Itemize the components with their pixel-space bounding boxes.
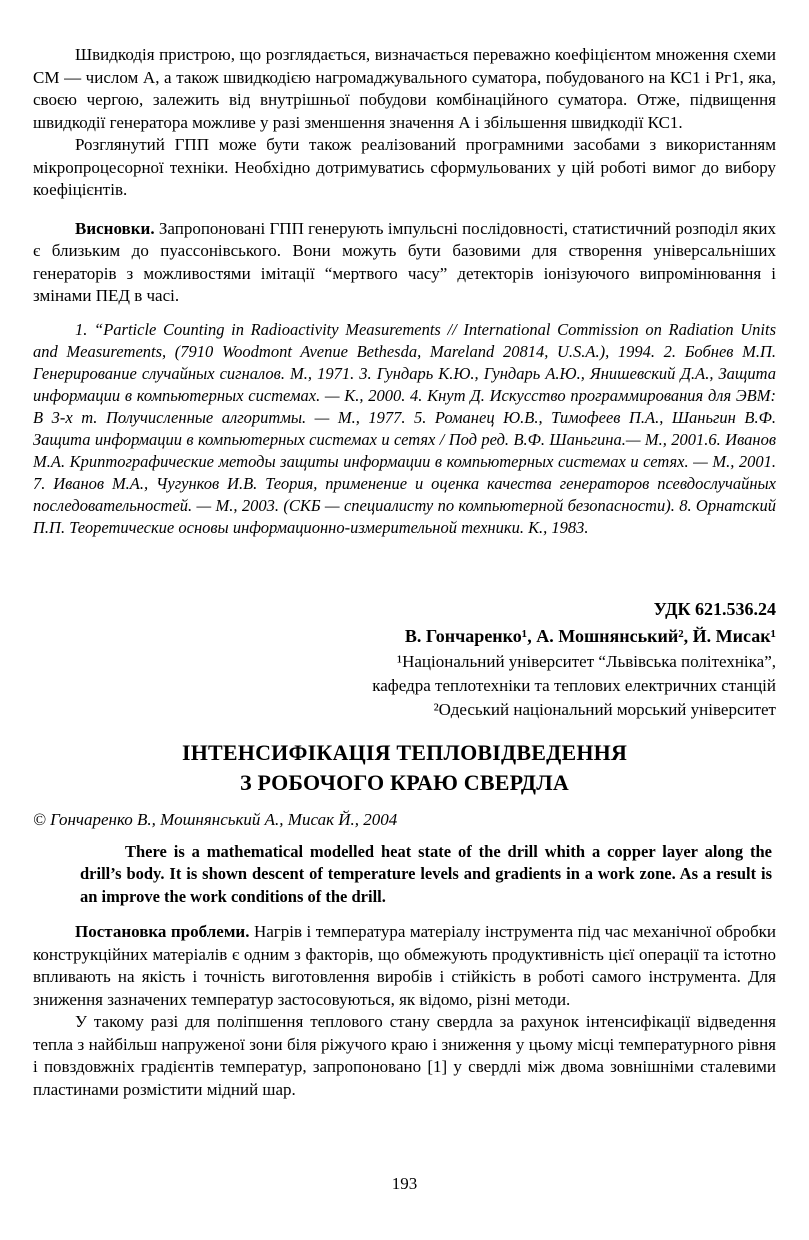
abstract-english: There is a mathematical modelled heat state of the drill whith a copper layer along the drill’s body. It is shown descent of temperature levels and gradients in a work zone. As a result is an improve the work conditions of the drill. [80, 841, 772, 906]
conclusions-heading: Висновки. [75, 218, 155, 238]
page-number: 193 [391, 1174, 418, 1193]
article-title [33, 738, 776, 798]
conclusions-text: Запропоновані ГПП генерують імпульсні послідовності, статистичний розподіл яких є близьким до пуассонівського. Вони можуть бути базовими для створення універсальніших генераторів з можливостями імітації “мертвого часу” детекторів іонізуючого випромінювання і змінами ПЕД в часі. [33, 218, 776, 305]
problem-statement-text: Нагрів і температура матеріалу інструмента під час механічної обробки конструкційних матеріалів є одним з факторів, що обмежують продуктивність цієї операції та істотно впливають на якість і точність виготовлення виробів і стійкість в роботі самого інструмента. Для зниження зазначених температур застосовуються, як відомо, різні методи. [33, 922, 777, 1009]
article-title-line-2: З РОБОЧОГО КРАЮ СВЕРДЛА [240, 769, 569, 795]
affiliation-odesa-university: ²Одеський національний морський університет [433, 699, 776, 719]
authors-line: В. Гончаренко¹, А. Мошнянський², Й. Мисак¹ [404, 625, 776, 646]
affiliation-lviv-polytechnic: ¹Національний університет “Львівська політехніка”, [397, 651, 776, 671]
problem-statement-heading: Постановка проблеми. [75, 922, 250, 941]
paragraph-gpp-implementation: Розглянутий ГПП може бути також реалізований програмними засобами з використанням мікропроцесорної техніки. Необхідно дотримуватись сформульованих у цій роботі вимог до вибору коефіцієнтів. [33, 135, 776, 199]
references-list: 1. “Particle Counting in Radioactivity Measurements // International Commission on Radiation Units and Measurements, (7910 Woodmont Avenue Bethesda, Mareland 20814, U.S.A.), 1994. 2. Бобнев М.П. Генерирование случайных сигналов. М., 1971. 3. Гундарь К.Ю., Гундарь А.Ю., Янишевский Д.А., Защита информации в компьютерных системах. — К., 2000. 4. Кнут Д. Искусство программирования для ЭВМ: В 3-х т. Получисленные алгоритмы. — М., 1977. 5. Романец Ю.В., Тимофеев П.А., Шаньгин В.Ф. Защита информации в компьютерных системах и сетях / Под ред. В.Ф. Шаньгина.— М., 2001.6. Иванов М.А. Криптографические методы защиты информации в компьютерных системах и сетях. — М., 2001. 7. Иванов М.А., Чугунков И.В. Теория, применение и оценка качества генераторов псевдослучайных последовательностей. — М., 2003. (СКБ — специалисту по компьютерной безопасности). 8. Орнатский П.П. Теоретические основы информационно-измерительной техники. К., 1983. [33, 319, 776, 537]
copyright-line: © Гончаренко В., Мошнянський А., Мисак Й., 2004 [33, 809, 398, 829]
paragraph-solution: У такому разі для поліпшення теплового стану свердла за рахунок інтенсифікації відведення тепла з найбільш напруженої зони біля ріжучого краю і зниження у цьому місці температурного рівня і повздовжніх градієнтів температур, запропоновано [1] у свердлі між двома зовнішніми сталевими пластинами розмістити мідний шар. [33, 1012, 776, 1099]
affiliation-department: кафедра теплотехніки та теплових електричних станцій [372, 675, 776, 695]
article-header [33, 595, 776, 722]
article-title-line-1: ІНТЕНСИФІКАЦІЯ ТЕПЛОВІДВЕДЕННЯ [181, 739, 628, 765]
udc-code: УДК 621.536.24 [653, 598, 776, 619]
paragraph-problem-statement [33, 921, 776, 1011]
paragraph-conclusions [33, 218, 776, 308]
paragraph-device-speed: Швидкодія пристрою, що розглядається, визначається переважно коефіцієнтом множення схеми СМ — числом А, а також швидкодією нагромаджувального суматора, побудованого на КС1 і Рг1, яка, своєю чергою, залежить від внутрішньої побудови комбінаційного суматора. Отже, підвищення швидкодії генератора можливе у разі зменшення значення А і збільшення швидкодії КС1. [33, 45, 776, 132]
